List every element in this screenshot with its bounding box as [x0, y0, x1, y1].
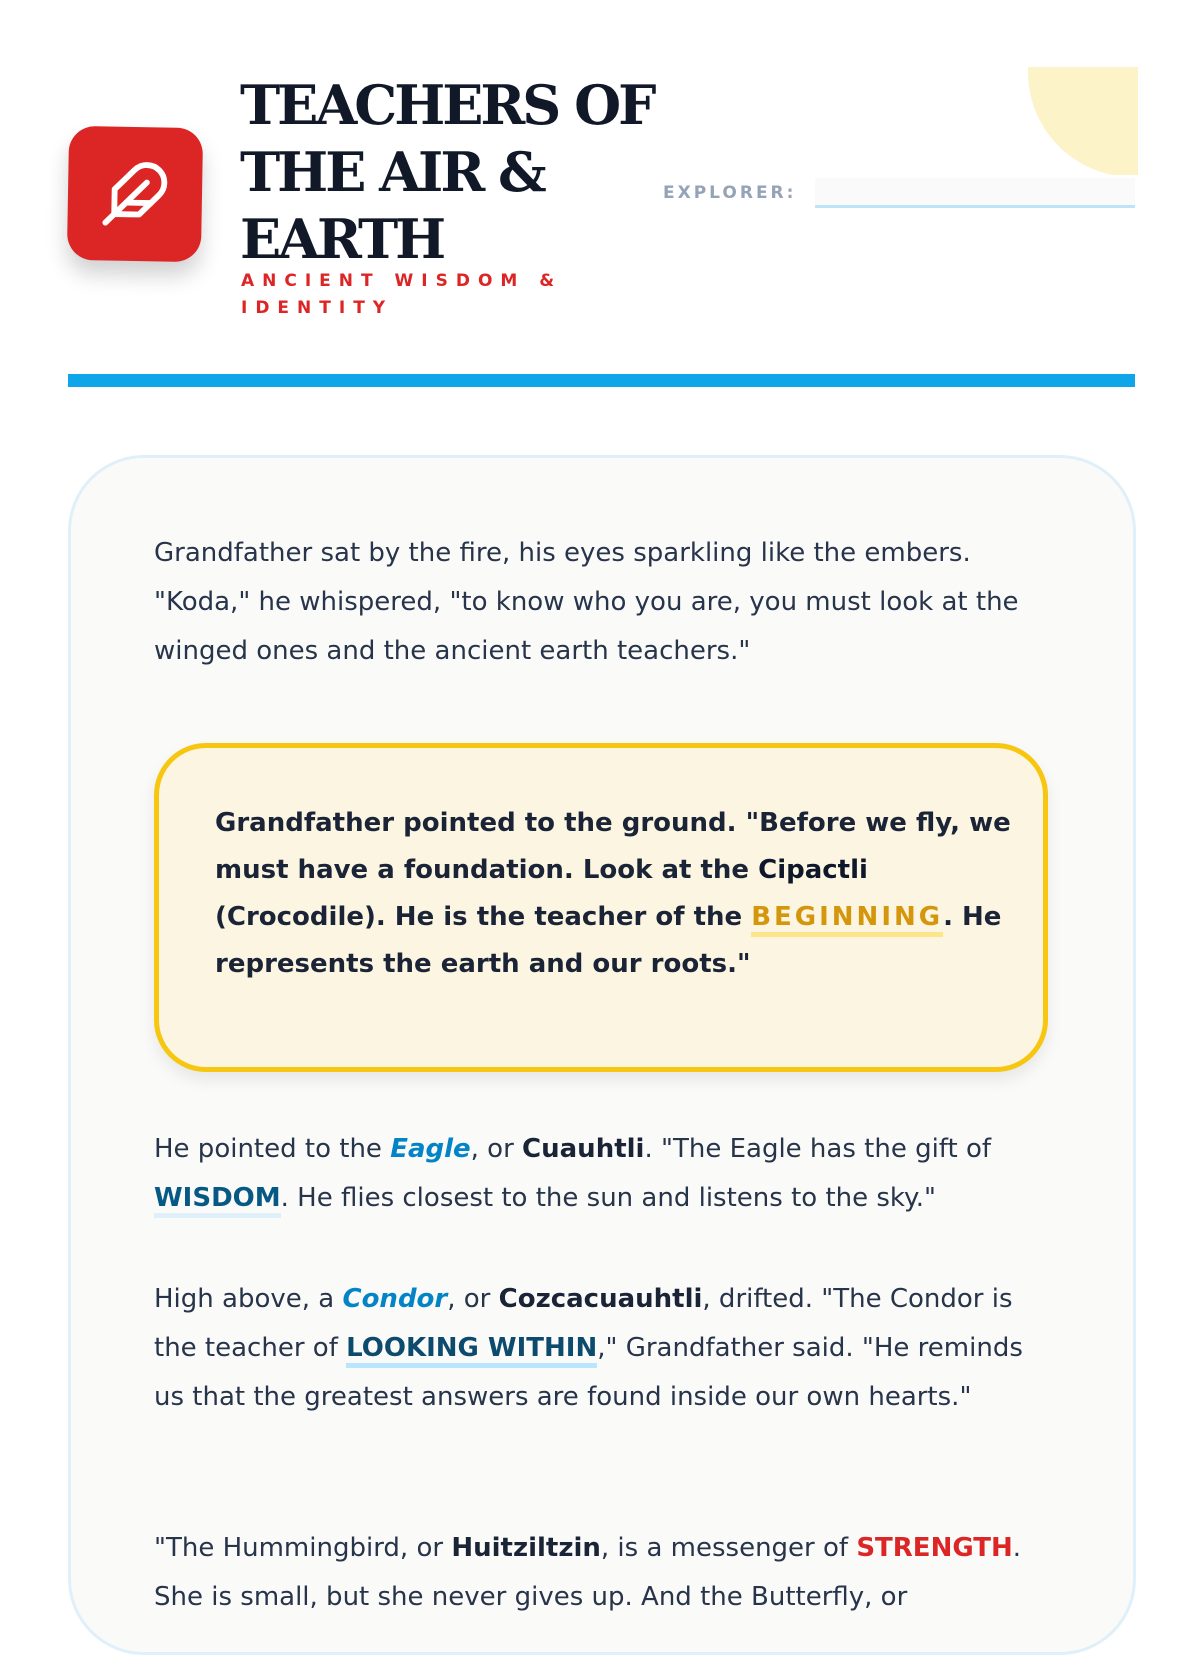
explorer-label: EXPLORER: — [663, 183, 796, 203]
header-divider — [68, 374, 1135, 387]
native-name-cozcacuauhtli: Cozcacuauhtli — [499, 1284, 703, 1314]
native-name-huitziltzin: Huitziltzin — [451, 1533, 601, 1563]
animal-eagle: Eagle — [390, 1134, 470, 1164]
eagle-paragraph — [154, 1125, 1034, 1223]
text-part: . She is small, but she never gives up. And the Butterfly, or — [154, 1533, 1021, 1612]
cipactli-callout-text — [215, 800, 1015, 988]
text-part: "The Hummingbird, or — [154, 1533, 451, 1563]
keyword-beginning: BEGINNING — [751, 902, 943, 937]
story-intro-paragraph: Grandfather sat by the fire, his eyes sparkling like the embers. "Koda," he whispered, "to know who you are, you must look at the winged ones and the ancient earth teachers." — [154, 529, 1034, 676]
logo-badge — [67, 126, 203, 262]
text-part: He pointed to the — [154, 1134, 390, 1164]
text-part: . He flies closest to the sun and listens to the sky." — [281, 1183, 936, 1213]
condor-paragraph — [154, 1275, 1034, 1422]
page-subtitle: ANCIENT WISDOM & IDENTITY — [241, 268, 601, 322]
text-part: , drifted. "The Condor is the teacher of — [154, 1284, 1013, 1363]
text-part: , or — [447, 1284, 498, 1314]
text-part: . "The Eagle has the gift of — [644, 1134, 991, 1164]
cipactli-name: Cipactli — [758, 855, 868, 885]
callout-text-part: (Crocodile). He is the teacher of the — [215, 902, 751, 932]
decorative-sun-shape — [1028, 67, 1138, 175]
keyword-strength: STRENGTH — [856, 1533, 1012, 1563]
keyword-looking-within: LOOKING WITHIN — [346, 1333, 597, 1368]
text-part: High above, a — [154, 1284, 342, 1314]
animal-condor: Condor — [342, 1284, 447, 1314]
keyword-wisdom: WISDOM — [154, 1183, 281, 1218]
text-part: , or — [471, 1134, 522, 1164]
hummingbird-paragraph — [154, 1524, 1034, 1622]
text-part: ," Grandfather said. "He reminds us that the greatest answers are found inside our own hearts." — [154, 1333, 1023, 1412]
callout-text-part: Grandfather pointed to the ground. "Before we fly, we must have a foundation. Look at the — [215, 808, 1011, 885]
native-name-cuauhtli: Cuauhtli — [522, 1134, 644, 1164]
feather-icon — [99, 158, 170, 229]
explorer-name-input[interactable] — [815, 178, 1135, 208]
callout-text-part: . He represents the earth and our roots." — [215, 902, 1001, 979]
text-part: , is a messenger of — [601, 1533, 856, 1563]
page-title: TEACHERS OF THE AIR & EARTH — [240, 72, 660, 273]
